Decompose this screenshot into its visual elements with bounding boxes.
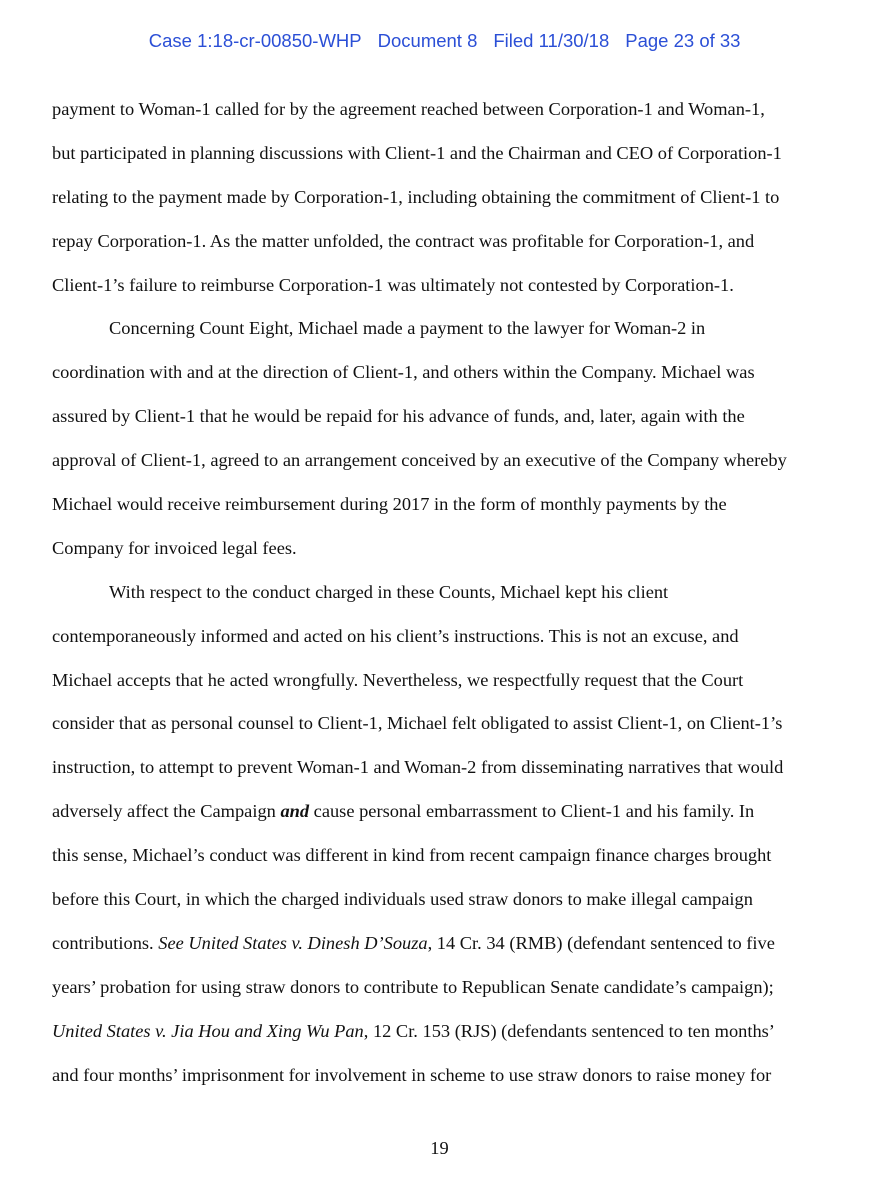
case-citation: United States v. Jia Hou and Xing Wu Pan <box>52 1020 364 1041</box>
text-line: contemporaneously informed and acted on his client’s instructions. This is not an excuse, and <box>52 625 739 646</box>
text-line: payment to Woman-1 called for by the agreement reached between Corporation-1 and Woman-1, <box>52 99 765 119</box>
page-number: 19 <box>430 1138 449 1158</box>
document-body <box>52 94 827 1103</box>
text-line: Michael accepts that he acted wrongfully. Nevertheless, we respectfully request that the Court <box>52 669 744 690</box>
text-line: relating to the payment made by Corporation-1, including obtaining the commitment of Client-1 to <box>52 186 780 207</box>
text-line: contributions. See United States v. Dinesh D’Souza, 14 Cr. 34 (RMB) (defendant sentenced to five <box>52 932 775 953</box>
case-number: Case 1:18-cr-00850-WHP <box>148 30 362 51</box>
text-line: this sense, Michael’s conduct was different in kind from recent campaign finance charges brought <box>52 845 772 866</box>
text-line: Company for invoiced legal fees. <box>52 537 297 558</box>
text-line: consider that as personal counsel to Client-1, Michael felt obligated to assist Client-1, on Client-1’s <box>52 713 783 734</box>
text-line: instruction, to attempt to prevent Woman-1 and Woman-2 from disseminating narratives that would <box>52 757 784 778</box>
text-line: and four months’ imprisonment for involvement in scheme to use straw donors to raise money for <box>52 1064 772 1085</box>
text-line: before this Court, in which the charged individuals used straw donors to make illegal campaign <box>52 889 753 910</box>
text-line: years’ probation for using straw donors to contribute to Republican Senate candidate’s campaign); <box>52 976 774 997</box>
text-line: Client-1’s failure to reimburse Corporation-1 was ultimately not contested by Corporation-1. <box>52 274 734 295</box>
paragraph-first-line: Concerning Count Eight, Michael made a payment to the lawyer for Woman-2 in <box>109 318 706 339</box>
filed-date: Filed 11/30/18 <box>493 30 610 51</box>
case-citation: See United States v. Dinesh D’Souza <box>158 932 428 953</box>
case-header <box>0 8 879 52</box>
text-line: coordination with and at the direction of Client-1, and others within the Company. Michael was <box>52 362 755 383</box>
text-line: United States v. Jia Hou and Xing Wu Pan, 12 Cr. 153 (RJS) (defendants sentenced to ten months’ <box>52 1020 775 1041</box>
document-number: Document 8 <box>377 30 478 51</box>
text-line: adversely affect the Campaign and cause personal embarrassment to Client-1 and his family. In <box>52 801 755 822</box>
page-of-total: Page 23 of 33 <box>625 30 741 51</box>
text-line: assured by Client-1 that he would be repaid for his advance of funds, and, later, again with the <box>52 406 745 427</box>
text-line: repay Corporation-1. As the matter unfolded, the contract was profitable for Corporation-1, and <box>52 230 755 251</box>
text-line: but participated in planning discussions with Client-1 and the Chairman and CEO of Corporation-1 <box>52 142 782 163</box>
paragraph-first-line: With respect to the conduct charged in these Counts, Michael kept his client <box>109 581 669 602</box>
text-line: Michael would receive reimbursement during 2017 in the form of monthly payments by the <box>52 494 727 515</box>
text-line: approval of Client-1, agreed to an arrangement conceived by an executive of the Company whereby <box>52 450 787 471</box>
emphasis-and: and <box>280 801 310 822</box>
